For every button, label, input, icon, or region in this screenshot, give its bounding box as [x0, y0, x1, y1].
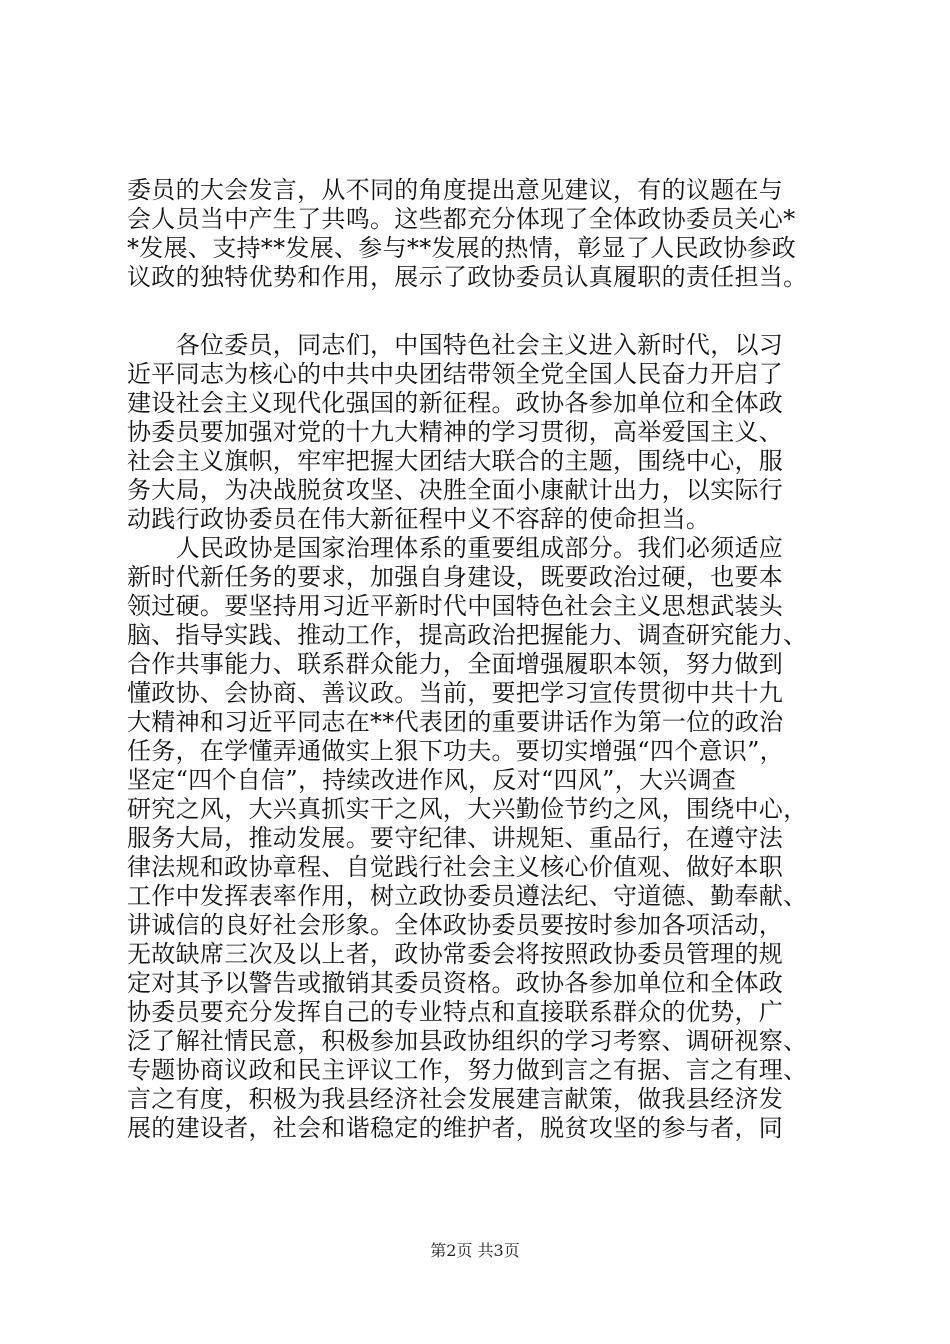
text-line: 动践行政协委员在伟大新征程中义不容辞的使命担当。: [127, 505, 711, 533]
text-line: *发展、支持**发展、参与**发展的热情，彰显了人民政协参政: [127, 234, 796, 262]
text-line: 议政的独特优势和作用，展示了政协委员认真履职的责任担当。: [127, 263, 808, 291]
text-line: 建设社会主义现代化强国的新征程。政协各参加单位和全体政: [127, 389, 784, 417]
text-line: 任务，在学懂弄通做实上狠下功夫。要切实增强“四个意识”，: [127, 737, 784, 765]
text-line: 协委员要加强对党的十九大精神的学习贯彻，高举爱国主义、: [127, 418, 784, 446]
text-line: 言之有度，积极为我县经济社会发展建言献策，做我县经济发: [127, 1085, 784, 1113]
paragraph-gap: [127, 292, 827, 331]
text-line: 研究之风，大兴真抓实干之风，大兴勤俭节约之风，围绕中心，: [127, 795, 808, 823]
text-line: 脑、指导实践、推动工作，提高政治把握能力、调查研究能力、: [127, 621, 808, 649]
text-line: 领过硬。要坚持用习近平新时代中国特色社会主义思想武装头: [127, 592, 784, 620]
text-line: 律法规和政协章程、自觉践行社会主义核心价值观、做好本职: [127, 853, 784, 881]
text-line: 委员的大会发言，从不同的角度提出意见建议，有的议题在与: [127, 176, 784, 204]
text-line: 务大局，为决战脱贫攻坚、决胜全面小康献计出力，以实际行: [127, 476, 784, 504]
text-line: 社会主义旗帜，牢牢把握大团结大联合的主题，围绕中心，服: [127, 447, 784, 475]
text-line: 专题协商议政和民主评议工作，努力做到言之有据、言之有理、: [127, 1056, 808, 1084]
text-line: 大精神和习近平同志在**代表团的重要讲话作为第一位的政治: [127, 708, 784, 736]
document-body: [127, 176, 827, 1143]
text-line: 坚定“四个自信”，持续改进作风，反对“四风”，大兴调查: [127, 766, 737, 794]
text-line: 各位委员，同志们，中国特色社会主义进入新时代，以习: [127, 331, 784, 359]
text-line: 会人员当中产生了共鸣。这些都充分体现了全体政协委员关心*: [127, 205, 796, 233]
text-line: 讲诚信的良好社会形象。全体政协委员要按时参加各项活动，: [127, 911, 784, 939]
text-line: 泛了解社情民意，积极参加县政协组织的学习考察、调研视察、: [127, 1027, 808, 1055]
text-line: 无故缺席三次及以上者，政协常委会将按照政协委员管理的规: [127, 940, 784, 968]
text-line: 近平同志为核心的中共中央团结带领全党全国人民奋力开启了: [127, 360, 784, 388]
text-line: 协委员要充分发挥自己的专业特点和直接联系群众的优势，广: [127, 998, 784, 1026]
page-footer: 第2页 共3页: [430, 1241, 520, 1260]
text-line: 人民政协是国家治理体系的重要组成部分。我们必须适应: [127, 534, 784, 562]
text-line: 展的建设者，社会和谐稳定的维护者，脱贫攻坚的参与者，同: [127, 1114, 784, 1142]
text-line: 合作共事能力、联系群众能力，全面增强履职本领，努力做到: [127, 650, 784, 678]
text-line: 懂政协、会协商、善议政。当前，要把学习宣传贯彻中共十九: [127, 679, 784, 707]
text-line: 服务大局，推动发展。要守纪律、讲规矩、重品行，在遵守法: [127, 824, 784, 852]
text-line: 定对其予以警告或撤销其委员资格。政协各参加单位和全体政: [127, 969, 784, 997]
text-line: 新时代新任务的要求，加强自身建设，既要政治过硬，也要本: [127, 563, 784, 591]
text-line: 工作中发挥表率作用，树立政协委员遵法纪、守道德、勤奉献、: [127, 882, 808, 910]
